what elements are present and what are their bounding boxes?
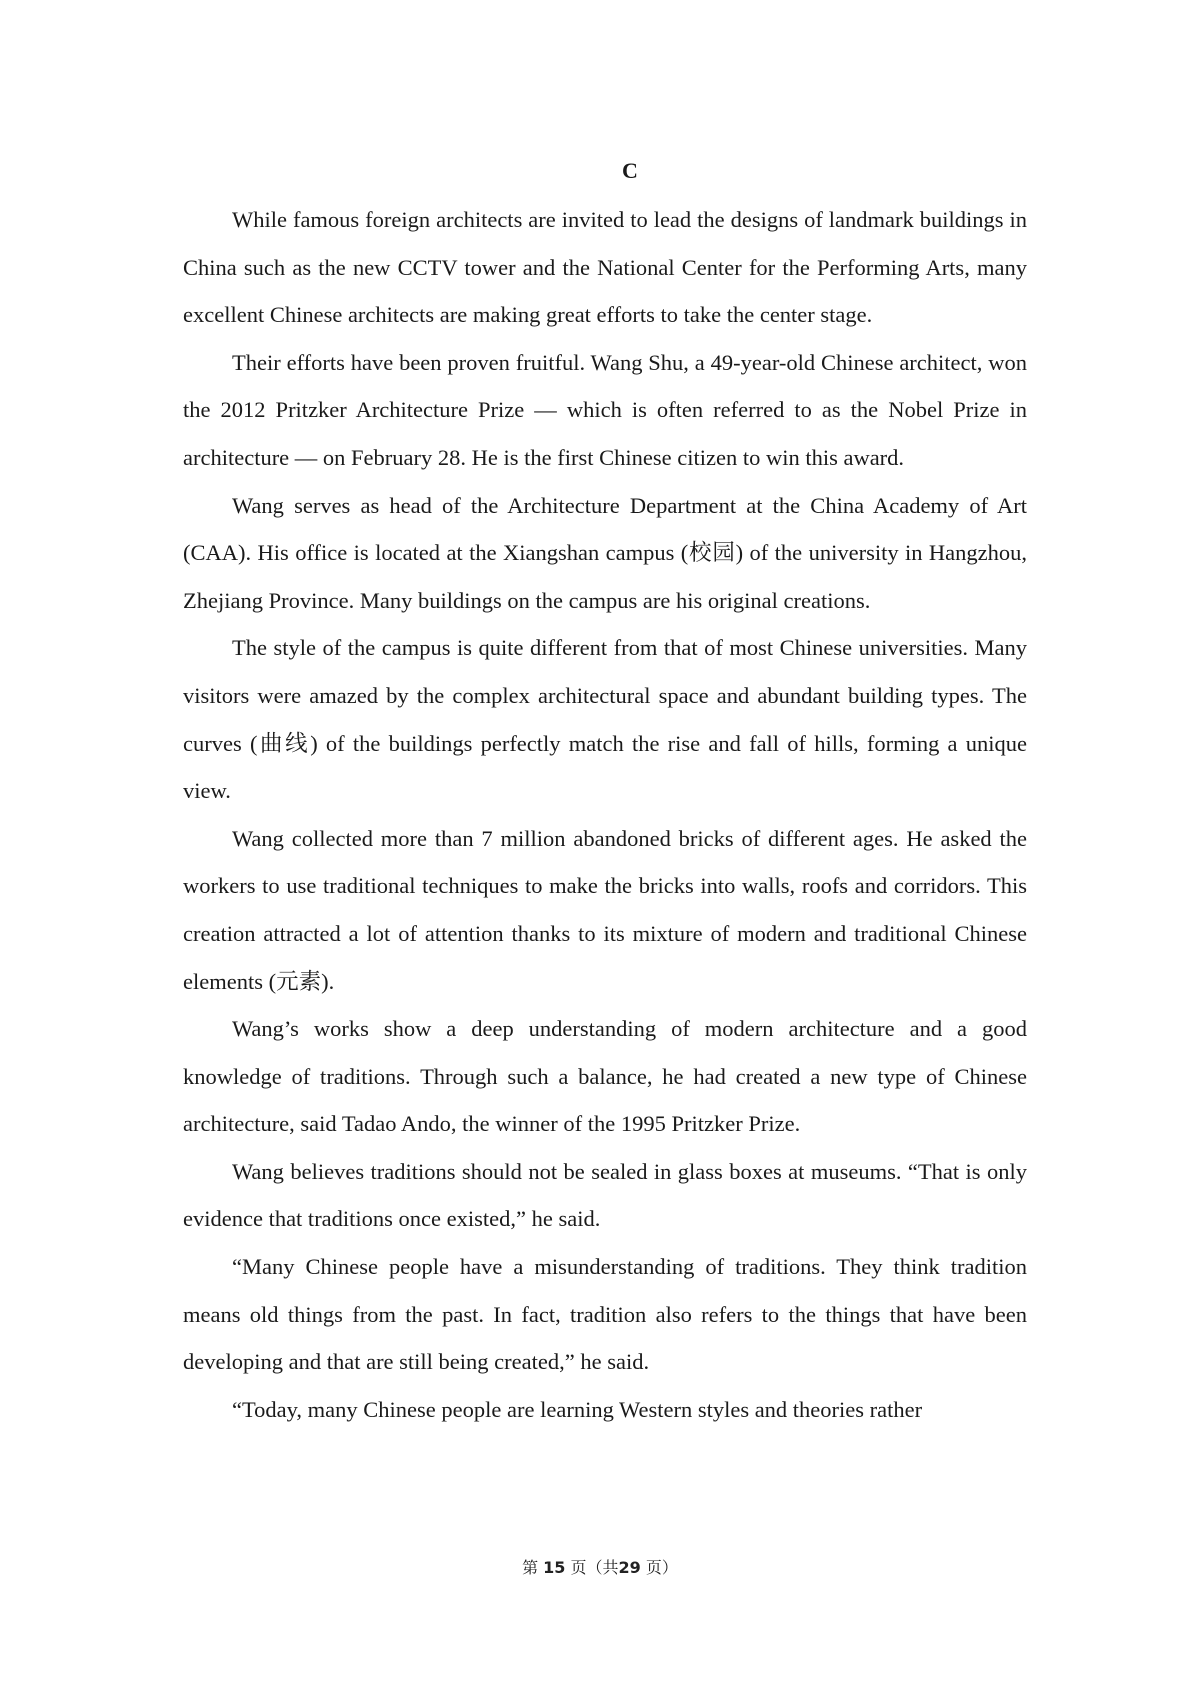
current-page-number: 15 — [543, 1558, 566, 1577]
paragraph: Wang believes traditions should not be sealed in glass boxes at museums. “That is only evidence that traditions once existed,” he said. — [183, 1158, 1027, 1232]
footer-prefix: 第 — [522, 1558, 539, 1577]
page-number-footer — [0, 1558, 1200, 1578]
article-body — [183, 196, 1027, 1433]
total-pages-number: 29 — [618, 1558, 641, 1577]
paragraph: While famous foreign architects are invited to lead the designs of landmark buildings in China such as the new CCTV tower and the National Center for the Performing Arts, many excellent Chinese architects are making great efforts to take the center stage. — [183, 207, 1027, 328]
paragraph: Wang collected more than 7 million abandoned bricks of different ages. He asked the workers to use traditional techniques to make the bricks into walls, roofs and corridors. This creation attracted a lot of attention thanks to its mixture of modern and traditional Chinese elements (元素). — [183, 825, 1027, 994]
paragraph: Wang serves as head of the Architecture Department at the China Academy of Art (CAA). His office is located at the Xiangshan campus (校园) of the university in Hangzhou, Zhejiang Province. Many buildings on the campus are his original creations. — [183, 492, 1027, 613]
paragraph: “Many Chinese people have a misunderstanding of traditions. They think tradition means old things from the past. In fact, tradition also refers to the things that have been developing and that are still being created,” he said. — [183, 1254, 1027, 1375]
paragraph: Their efforts have been proven fruitful. Wang Shu, a 49-year-old Chinese architect, won the 2012 Pritzker Architecture Prize — which is often referred to as the Nobel Prize in architecture — on February 28. He is the first Chinese citizen to win this award. — [183, 349, 1027, 470]
footer-suffix: 页） — [645, 1558, 678, 1577]
paragraph: Wang’s works show a deep understanding of modern architecture and a good knowledge of traditions. Through such a balance, he had created a new type of Chinese architecture, said Tadao Ando, the winner of the 1995 Pritzker Prize. — [183, 1016, 1027, 1137]
paragraph: The style of the campus is quite different from that of most Chinese universities. Many visitors were amazed by the complex architectural space and abundant building types. The curves (曲线) of the buildings perfectly match the rise and fall of hills, forming a unique view. — [183, 635, 1027, 804]
paragraph: “Today, many Chinese people are learning Western styles and theories rather — [232, 1396, 923, 1422]
footer-middle: 页（共 — [570, 1558, 619, 1577]
section-heading: C — [622, 158, 638, 183]
